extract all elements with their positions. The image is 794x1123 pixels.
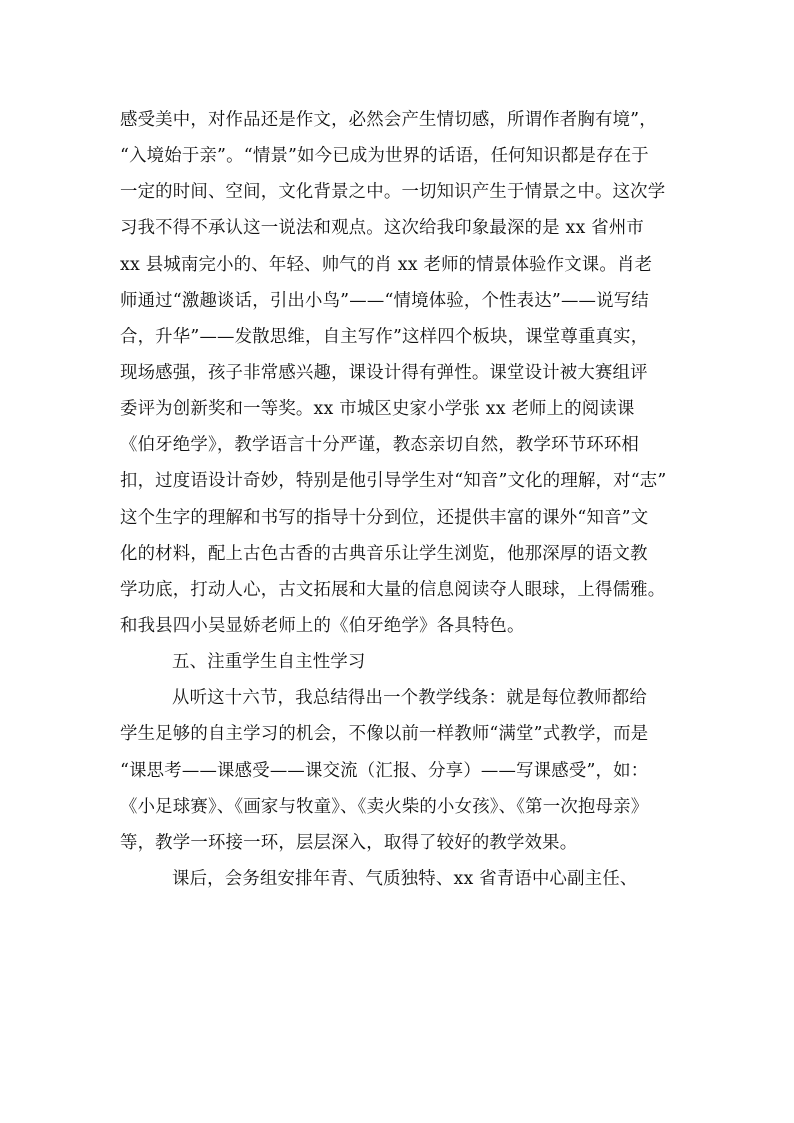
text-line: 学生足够的自主学习的机会，不像以前一样教师“满堂”式教学，而是 [120, 724, 649, 745]
section-heading: 五、注重学生自主性学习 [172, 652, 366, 673]
text-line: 课后，会务组安排年青、气质独特、xx 省青语中心副主任、 [172, 868, 638, 889]
text-line: 这个生字的理解和书写的指导十分到位，还提供丰富的课外“知音”文 [120, 507, 649, 528]
text-line: 委评为创新奖和一等奖。xx 市城区史家小学张 xx 老师上的阅读课 [120, 399, 635, 420]
text-line: 师通过“激趣谈话，引出小鸟”——“情境体验，个性表达”——说写结 [120, 290, 649, 311]
text-line: 现场感强，孩子非常感兴趣，课设计得有弹性。课堂设计被大赛组评 [120, 362, 648, 383]
paragraph-3 [120, 861, 680, 897]
text-line: 《小足球赛》、《画家与牧童》、《卖火柴的小女孩》、《第一次抱母亲》 [120, 796, 649, 817]
text-line: 习我不得不承认这一说法和观点。这次给我印象最深的是 xx 省州市 [120, 218, 645, 239]
text-line: 等，教学一环接一环，层层深入，取得了较好的教学效果。 [120, 832, 578, 853]
text-line: 学功底，打动人心，古文拓展和大量的信息阅读夺人眼球，上得儒雅。 [120, 579, 666, 600]
text-line: 从听这十六节，我总结得出一个教学线条：就是每位教师都给 [172, 688, 647, 709]
text-line: 扣，过度语设计奇妙，特别是他引导学生对“知音”文化的理解，对“志” [120, 471, 667, 492]
paragraph-2 [120, 680, 680, 861]
text-line: 感受美中，对作品还是作文，必然会产生情切感，所谓作者胸有境”， [120, 110, 657, 130]
text-line: 和我县四小吴显娇老师上的《伯牙绝学》各具特色。 [120, 615, 525, 636]
text-line: 一定的时间、空间，文化背景之中。一切知识产生于情景之中。这次学 [120, 182, 666, 203]
text-line: 化的材料，配上古色古香的古典音乐让学生浏览，他那深厚的语文教 [120, 543, 648, 564]
paragraph-1 [120, 102, 680, 644]
text-line: “入境始于亲”。“情景”如今已成为世界的话语，任何知识都是存在于 [120, 146, 649, 167]
text-line: 合，升华”——发散思维，自主写作”这样四个板块，课堂尊重真实， [120, 326, 649, 347]
text-line: “课思考——课感受——课交流（汇报、分享）——写课感受”，如： [120, 760, 649, 781]
document-body [120, 102, 680, 897]
text-line: xx 县城南完小的、年轻、帅气的肖 xx 老师的情景体验作文课。肖老 [120, 254, 653, 275]
text-line: 《伯牙绝学》，教学语言十分严谨，教态亲切自然，教学环节环环相 [120, 435, 640, 456]
